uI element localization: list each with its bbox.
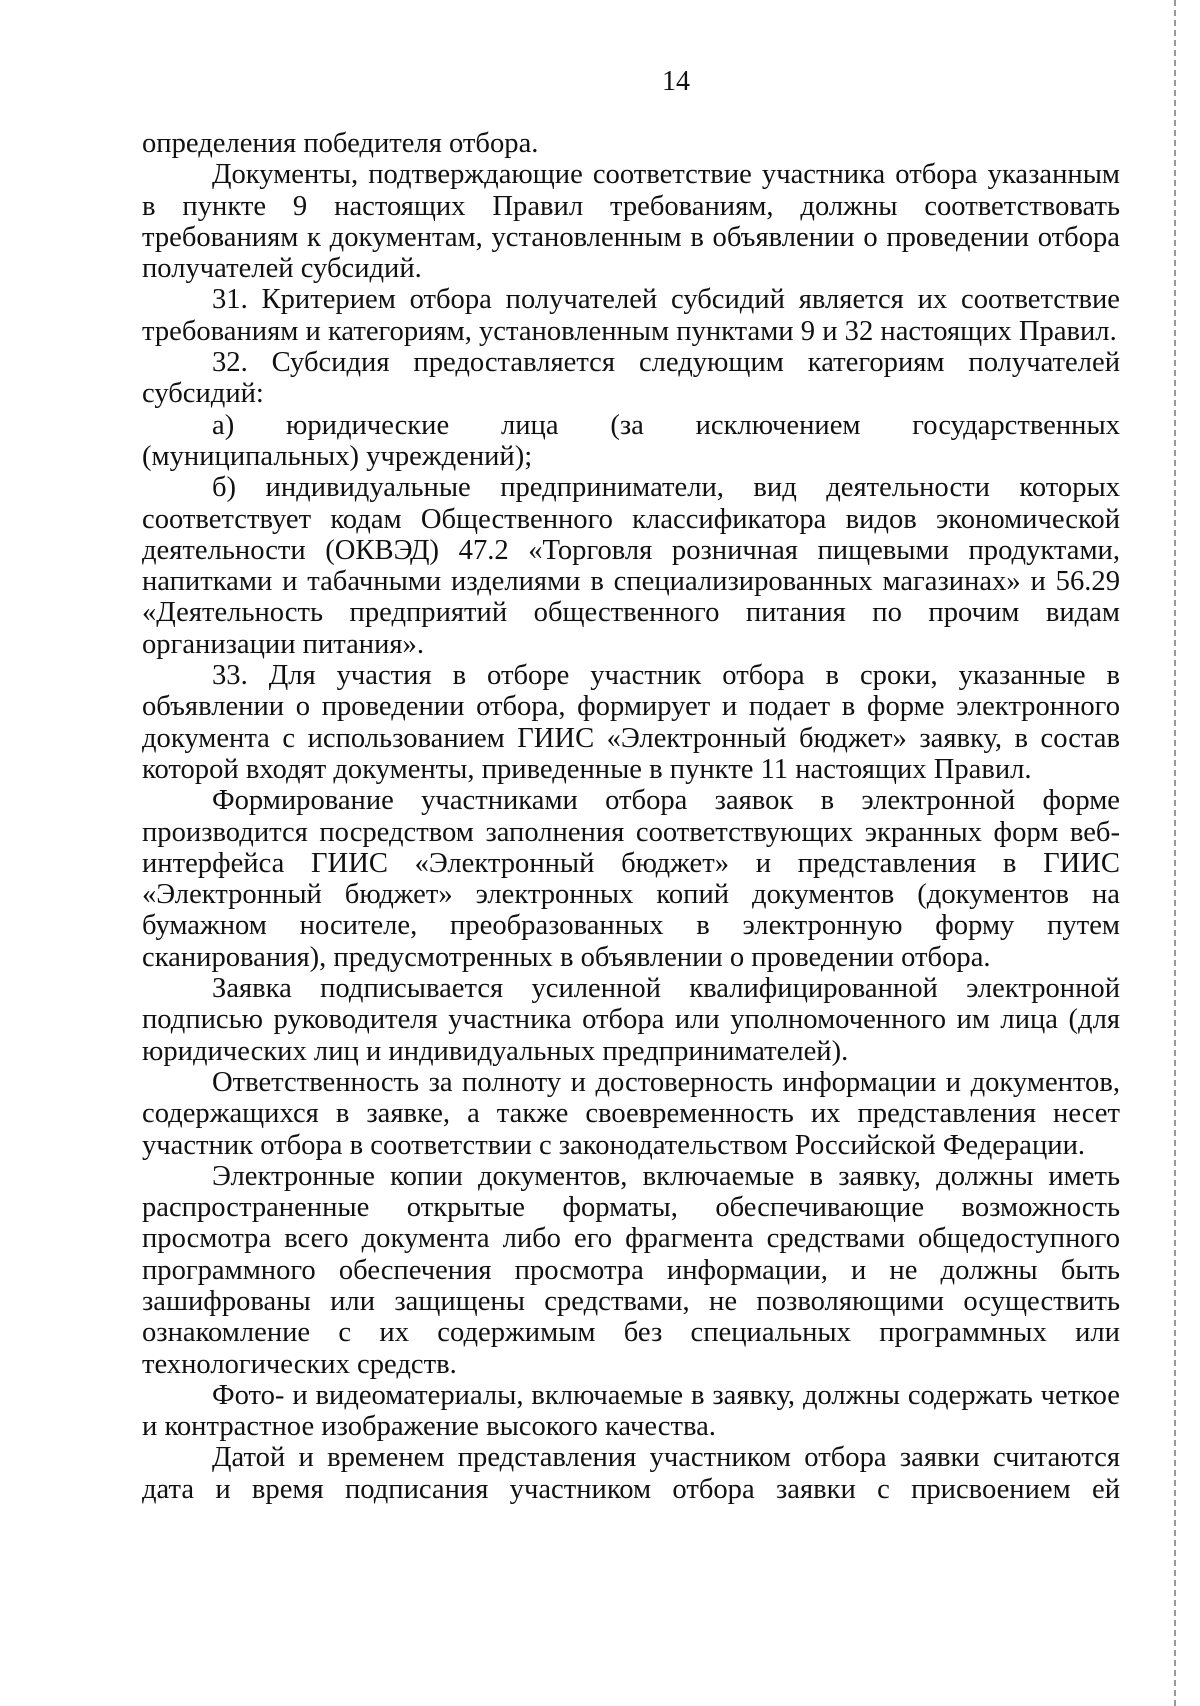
paragraph-electronic-copies: Электронные копии документов, включаемые в заявку, должны иметь распространенные открытые форматы, обеспечивающие возможность просмотра всего документа либо его фрагмента средствами общедоступного программного обеспечения просмотра информации, и не должны быть зашифрованы или защищены средствами, не позволяющими осуществить ознакомление с их содержимым без специальных программных или технологических средств.: [142, 1160, 1120, 1380]
paragraph-32-b: б) индивидуальные предприниматели, вид деятельности которых соответствует кодам Общественного классификатора видов экономической деятельности (ОКВЭД) 47.2 «Торговля розничная пищевыми продуктами, напитками и табачными изделиями в специализированных магазинах» и 56.29 «Деятельность предприятий общественного питания по прочим видам организации питания».: [142, 472, 1120, 660]
paragraph-continuation: определения победителя отбора.: [142, 128, 539, 159]
scan-edge-line: [1174, 0, 1176, 1706]
page-number: 14: [662, 66, 690, 97]
body-text: [142, 128, 1120, 1505]
paragraph-31: 31. Критерием отбора получателей субсидий является их соответствие требованиям и категориям, установленным пунктами 9 и 32 настоящих Правил.: [142, 284, 1120, 347]
paragraph-responsibility: Ответственность за полноту и достоверность информации и документов, содержащихся в заявке, а также своевременность их представления несет участник отбора в соответствии с законодательством Российской Федерации.: [142, 1066, 1120, 1161]
paragraph-forming: Формирование участниками отбора заявок в электронной форме производится посредством заполнения соответствующих экранных форм веб-интерфейса ГИИС «Электронный бюджет» и представления в ГИИС «Электронный бюджет» электронных копий документов (документов на бумажном носителе, преобразованных в электронную форму путем сканирования), предусмотренных в объявлении о проведении отбора.: [142, 785, 1120, 973]
paragraph-photo-video: Фото- и видеоматериалы, включаемые в заявку, должны содержать четкое и контрастное изображение высокого качества.: [142, 1379, 1120, 1443]
paragraph-signature: Заявка подписывается усиленной квалифицированной электронной подписью руководителя участника отбора или уполномоченного им лица (для юридических лиц и индивидуальных предпринимателей).: [142, 973, 1120, 1067]
paragraph-32: 32. Субсидия предоставляется следующим категориям получателей субсидий:: [142, 347, 1120, 410]
paragraph-documents: Документы, подтверждающие соответствие участника отбора указанным в пункте 9 настоящих Правил требованиям, должны соответствовать требованиям к документам, установленным в объявлении о проведении отбора получателей субсидий.: [142, 159, 1120, 285]
paragraph-33: 33. Для участия в отборе участник отбора в сроки, указанные в объявлении о проведении отбора, формирует и подает в форме электронного документа с использованием ГИИС «Электронный бюджет» заявку, в состав которой входят документы, приведенные в пункте 11 настоящих Правил.: [142, 660, 1120, 785]
paragraph-date-time: Датой и временем представления участником отбора заявки считаются дата и время подписания участником отбора заявки с присвоением ей: [142, 1442, 1120, 1505]
paragraph-32-a: а) юридические лица (за исключением государственных (муниципальных) учреждений);: [142, 409, 1120, 472]
